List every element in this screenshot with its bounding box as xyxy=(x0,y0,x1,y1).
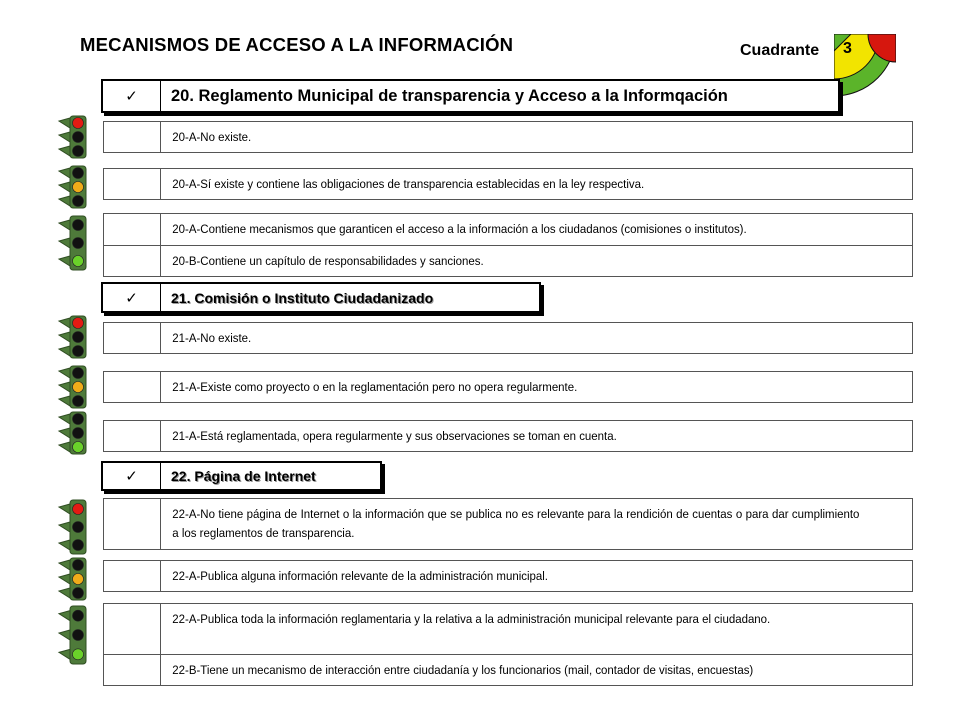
criteria-table xyxy=(103,322,913,354)
criterion-text: 21-A-Está reglamentada, opera regularmente y sus observaciones se toman en cuenta. xyxy=(172,429,617,443)
criteria-table xyxy=(103,168,913,200)
table-row xyxy=(104,561,912,591)
criteria-table xyxy=(103,121,913,153)
traffic-light-icon xyxy=(56,164,96,210)
quadrant-label: Cuadrante xyxy=(740,42,820,59)
table-row xyxy=(104,654,912,685)
table-row xyxy=(104,372,912,402)
section-22-header xyxy=(101,461,382,491)
check-icon: ✓ xyxy=(103,81,161,111)
criterion-text: 22-B-Tiene un mecanismo de interacción entre ciudadanía y los funcionarios (mail, contador de visitas, encuestas) xyxy=(172,663,754,677)
criteria-table xyxy=(103,213,913,277)
table-row xyxy=(104,421,912,451)
traffic-light-icon xyxy=(56,314,96,360)
criterion-text: 22-A-No tiene página de Internet o la información que se publica no es relevante para la rendición de cuentas o para dar cumplimiento a los reglamentos de transparencia. xyxy=(172,507,860,540)
traffic-light-icon xyxy=(56,498,96,556)
page-title: MECANISMOS DE ACCESO A LA INFORMACIÓN xyxy=(80,34,514,55)
section-header-text: 21. Comisión o Instituto Ciudadanizado xyxy=(171,289,434,306)
section-header-text: 20. Reglamento Municipal de transparencia y Acceso a la Informqación xyxy=(171,86,728,105)
section-header-text: 22. Página de Internet xyxy=(171,468,316,484)
table-row xyxy=(104,604,912,654)
criteria-table xyxy=(103,420,913,452)
criterion-text: 20-A-No existe. xyxy=(172,130,252,144)
criteria-table xyxy=(103,371,913,403)
criterion-text: 20-B-Contiene un capítulo de responsabilidades y sanciones. xyxy=(172,254,484,268)
table-row xyxy=(104,214,912,245)
criterion-text: 22-A-Publica toda la información reglamentaria y la relativa a la administración municipal relevante para el ciudadano. xyxy=(172,612,771,626)
criterion-text: 22-A-Publica alguna información relevante de la administración municipal. xyxy=(172,569,549,583)
table-row xyxy=(104,499,912,549)
traffic-light-icon xyxy=(56,214,96,272)
criterion-text: 21-A-No existe. xyxy=(172,331,252,345)
traffic-light-icon xyxy=(56,114,96,160)
quadrant-number: 3 xyxy=(843,40,852,57)
traffic-light-icon xyxy=(56,364,96,410)
criterion-text: 21-A-Existe como proyecto o en la reglamentación pero no opera regularmente. xyxy=(172,380,578,394)
table-row xyxy=(104,169,912,199)
check-icon: ✓ xyxy=(103,284,161,311)
table-row xyxy=(104,122,912,152)
section-20-header xyxy=(101,79,840,113)
criteria-table xyxy=(103,498,913,550)
traffic-light-icon xyxy=(56,556,96,602)
criteria-table xyxy=(103,603,913,686)
table-row xyxy=(104,323,912,353)
traffic-light-icon xyxy=(56,604,96,666)
section-21-header xyxy=(101,282,541,313)
criterion-text: 20-A-Sí existe y contiene las obligaciones de transparencia establecidas en la ley respectiva. xyxy=(172,177,645,191)
check-icon: ✓ xyxy=(103,463,161,489)
criteria-table xyxy=(103,560,913,592)
criterion-text: 20-A-Contiene mecanismos que garanticen el acceso a la información a los ciudadanos (comisiones o institutos). xyxy=(172,222,747,236)
table-row xyxy=(104,245,912,276)
traffic-light-icon xyxy=(56,410,96,456)
